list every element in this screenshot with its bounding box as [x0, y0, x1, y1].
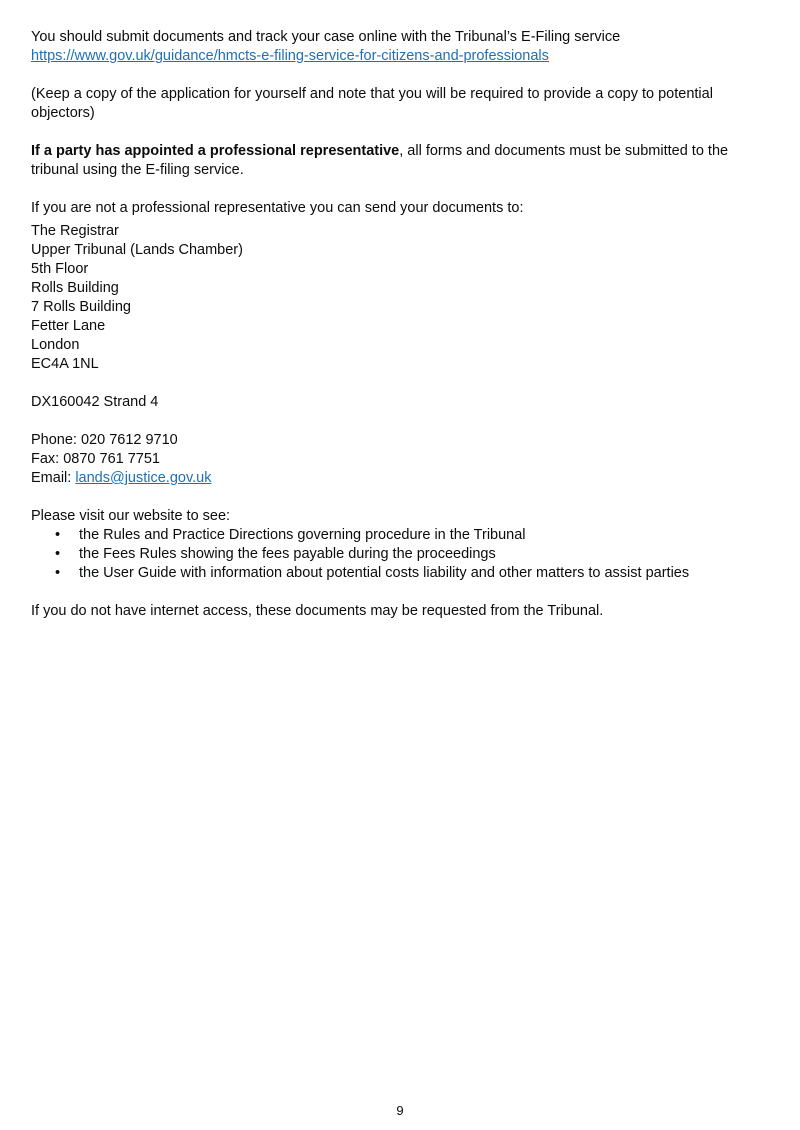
email-link[interactable]: lands@justice.gov.uk: [75, 470, 212, 486]
website-intro: Please visit our website to see:: [31, 508, 231, 524]
address-line: Fetter Lane: [31, 318, 106, 334]
postal-address: [31, 222, 761, 374]
address-line: The Registrar: [31, 223, 119, 239]
fax-number: Fax: 0870 761 7751: [31, 451, 160, 467]
email-label: Email:: [31, 470, 76, 486]
address-line: Upper Tribunal (Lands Chamber): [31, 242, 243, 258]
address-line: London: [31, 337, 80, 353]
address-line: EC4A 1NL: [31, 356, 99, 372]
efiling-link[interactable]: https://www.gov.uk/guidance/hmcts-e-filing-service-for-citizens-and-professionals: [31, 48, 549, 64]
contact-details: [31, 431, 761, 488]
address-line: 7 Rolls Building: [31, 299, 131, 315]
document-page: [31, 28, 761, 621]
list-item: [55, 526, 761, 545]
address-line: 5th Floor: [31, 261, 89, 277]
efiling-intro: You should submit documents and track your case online with the Tribunal’s E-Filing service: [31, 29, 621, 45]
address-line: Rolls Building: [31, 280, 119, 296]
list-item-text: the User Guide with information about potential costs liability and other matters to assist parties: [79, 565, 690, 581]
professional-representative-rest: , all forms and documents must be submitted to the tribunal using the E-filing service.: [31, 143, 729, 178]
phone-number: Phone: 020 7612 9710: [31, 432, 178, 448]
list-item-text: the Rules and Practice Directions governing procedure in the Tribunal: [79, 527, 526, 543]
non-professional-note: If you are not a professional representative you can send your documents to:: [31, 200, 524, 216]
professional-representative-bold: If a party has appointed a professional representative: [31, 143, 400, 159]
no-internet-note: If you do not have internet access, these documents may be requested from the Tribunal.: [31, 603, 604, 619]
keep-copy-note: (Keep a copy of the application for yourself and note that you will be required to provide a copy to potential objectors): [31, 86, 713, 121]
list-item: [55, 545, 761, 564]
page-number: 9: [396, 1103, 404, 1118]
efiling-link-line: [31, 47, 761, 66]
email-line: [31, 469, 761, 488]
bullet-icon: •: [55, 527, 61, 543]
list-item-text: the Fees Rules showing the fees payable during the proceedings: [79, 546, 496, 562]
bullet-icon: •: [55, 565, 61, 581]
list-item: [55, 564, 761, 583]
bullet-icon: •: [55, 546, 61, 562]
website-list: [31, 526, 761, 583]
dx-number: DX160042 Strand 4: [31, 394, 159, 410]
professional-representative-note: [31, 142, 761, 180]
